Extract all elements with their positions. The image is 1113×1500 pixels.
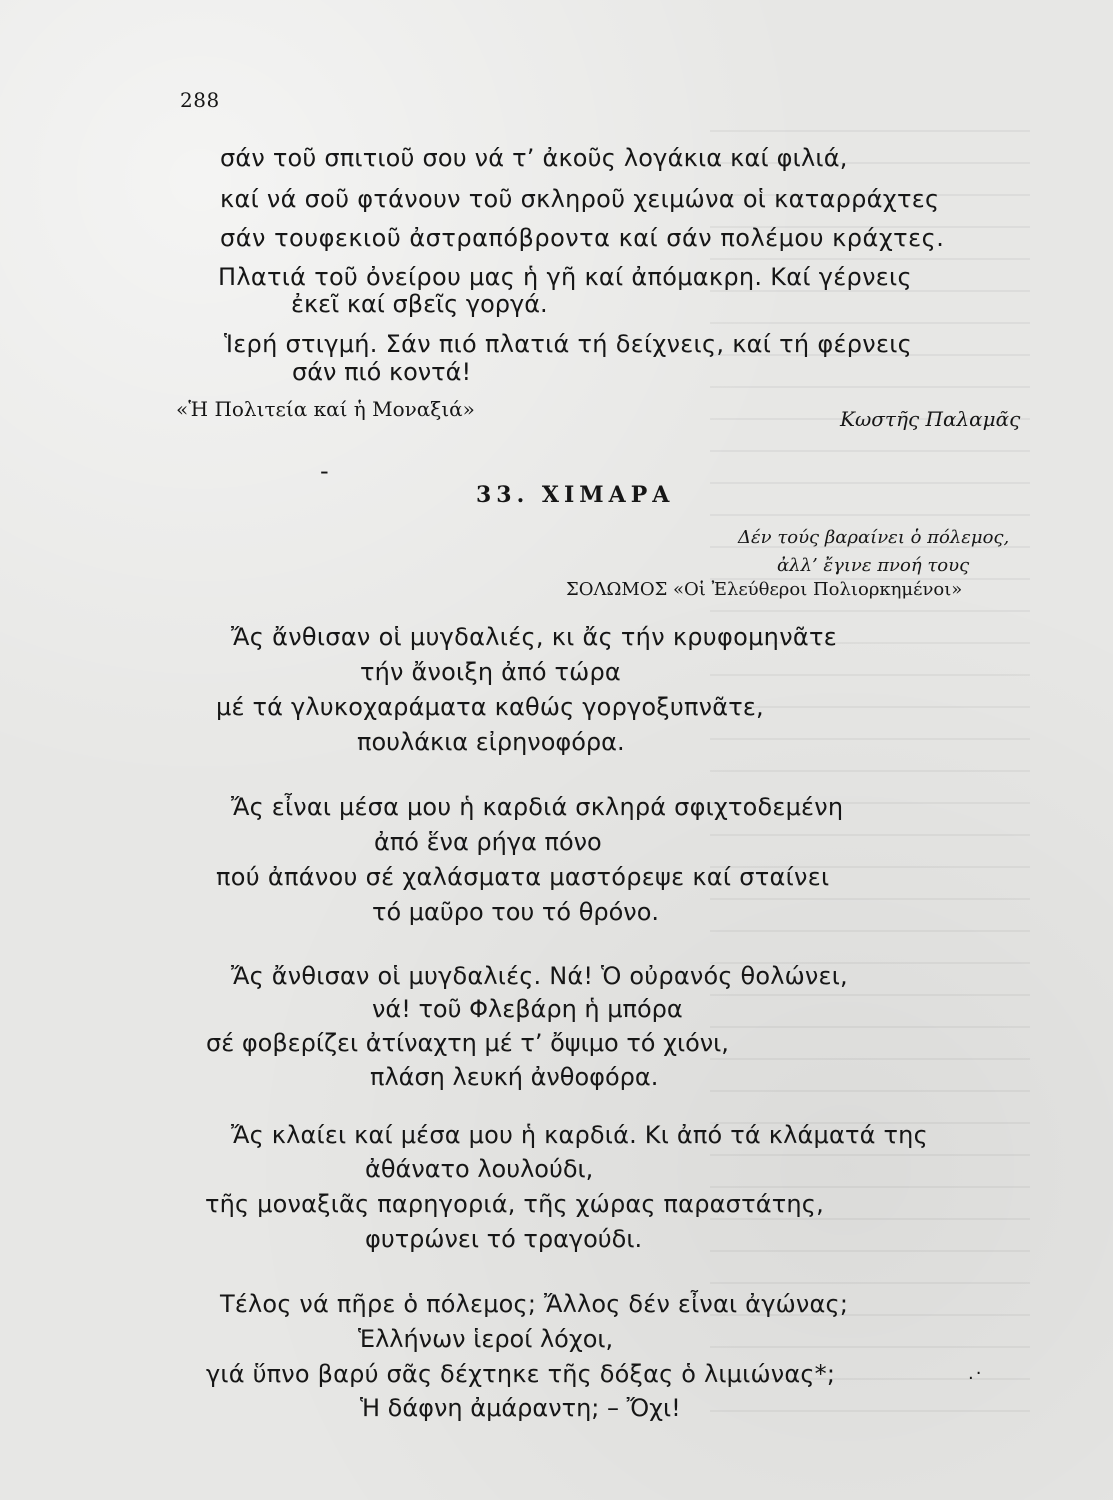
poem-line-10: νά! τοῦ Φλεβάρη ἡ μπόρα — [372, 995, 683, 1023]
poem-title: 33. ΧΙΜΑΡΑ — [476, 482, 675, 508]
poem-line-18: Ἑλλήνων ἱεροί λόχοι, — [358, 1325, 614, 1353]
poem-line-19: γιά ὕπνο βαρύ σᾶς δέχτηκε τῆς δόξας ὁ λιμιώνας*; — [206, 1360, 836, 1388]
poem-line-14: ἀθάνατο λουλούδι, — [365, 1155, 594, 1183]
poem-line-2: τήν ἄνοιξη ἀπό τώρα — [360, 658, 621, 686]
page-number: 288 — [180, 88, 220, 112]
margin-marks: .· — [968, 1363, 984, 1384]
poem-line-15: τῆς μοναξιᾶς παρηγοριά, τῆς χώρας παραστάτης, — [205, 1190, 824, 1218]
previous-poem-author: Κωστῆς Παλαμᾶς — [840, 407, 1021, 431]
previous-poem-citation: «Ἡ Πολιτεία καί ἡ Μοναξιά» — [176, 397, 475, 421]
poem-line-1: Ἄς ἄνθισαν οἱ μυγδαλιές, κι ἄς τήν κρυφομηνᾶτε — [231, 623, 838, 651]
poem-line-8: τό μαῦρο του τό θρόνο. — [372, 898, 660, 926]
epigraph-line-1: Δέν τούς βαραίνει ὁ πόλεμος, — [738, 527, 1010, 548]
previous-poem-line-4: Πλατιά τοῦ ὀνείρου μας ἡ γῆ καί ἀπόμακρη. Καί γέρνεις — [218, 263, 912, 291]
poem-line-17: Τέλος νά πῆρε ὁ πόλεμος; Ἄλλος δέν εἶναι ἀγώνας; — [220, 1290, 849, 1318]
poem-line-7: πού ἀπάνου σέ χαλάσματα μαστόρεψε καί σταίνει — [216, 863, 830, 891]
section-dash: - — [320, 457, 329, 485]
poem-line-16: φυτρώνει τό τραγούδι. — [365, 1225, 643, 1253]
previous-poem-line-5: ἐκεῖ καί σβεῖς γοργά. — [291, 290, 548, 318]
poem-line-13: Ἄς κλαίει καί μέσα μου ἡ καρδιά. Κι ἀπό τά κλάματά της — [231, 1121, 928, 1149]
previous-poem-line-6: Ἱερή στιγμή. Σάν πιό πλατιά τή δείχνεις, καί τή φέρνεις — [224, 330, 913, 358]
epigraph-line-2: ἀλλ’ ἔγινε πνοή τους — [777, 555, 970, 576]
previous-poem-line-1: σάν τοῦ σπιτιοῦ σου νά τ’ ἀκοῦς λογάκια καί φιλιά, — [220, 144, 848, 172]
poem-line-4: πουλάκια εἰρηνοφόρα. — [357, 728, 625, 756]
previous-poem-line-2: καί νά σοῦ φτάνουν τοῦ σκληροῦ χειμώνα οἱ καταρράχτες — [220, 185, 940, 213]
poem-line-6: ἀπό ἕνα ρήγα πόνο — [374, 828, 602, 856]
previous-poem-line-3: σάν τουφεκιοῦ ἀστραπόβροντα καί σάν πολέμου κράχτες. — [220, 224, 945, 252]
poem-line-11: σέ φοβερίζει ἀτίναχτη μέ τ’ ὄψιμο τό χιόνι, — [206, 1029, 729, 1057]
epigraph-source: ΣΟΛΩΜΟΣ «Οἱ Ἐλεύθεροι Πολιορκημένοι» — [566, 579, 963, 600]
poem-line-3: μέ τά γλυκοχαράματα καθώς γοργοξυπνᾶτε, — [216, 693, 764, 721]
reverse-page-show-through — [710, 130, 1030, 1430]
poem-line-12: πλάση λευκή ἀνθοφόρα. — [370, 1063, 659, 1091]
previous-poem-line-7: σάν πιό κοντά! — [292, 358, 472, 386]
poem-line-20: Ἡ δάφνη ἀμάραντη; – Ὄχι! — [360, 1394, 681, 1422]
poem-line-5: Ἄς εἶναι μέσα μου ἡ καρδιά σκληρά σφιχτοδεμένη — [231, 793, 844, 821]
poem-line-9: Ἄς ἄνθισαν οἱ μυγδαλιές. Νά! Ὁ οὐρανός θολώνει, — [231, 962, 848, 990]
